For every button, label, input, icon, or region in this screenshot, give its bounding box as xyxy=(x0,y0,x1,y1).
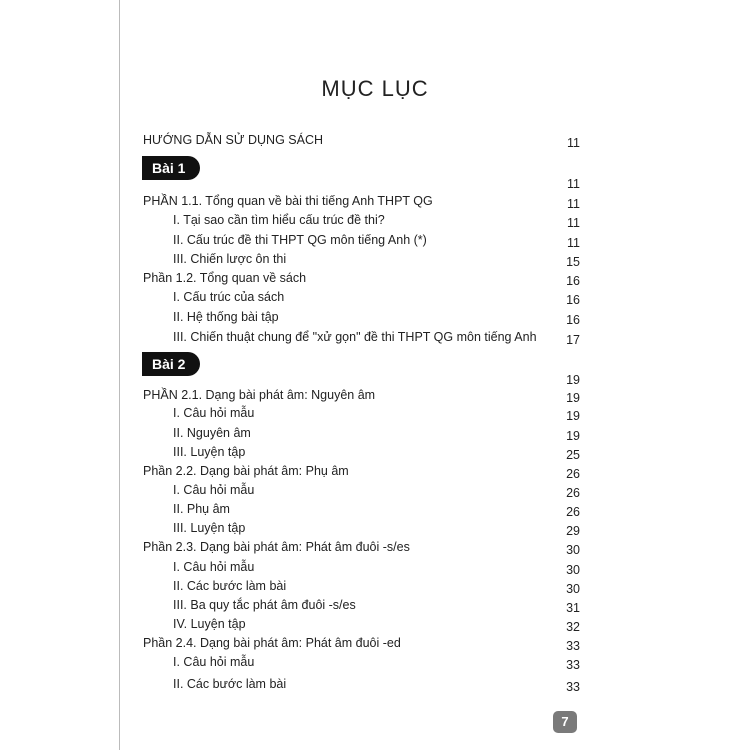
toc-entry-page: 25 xyxy=(566,448,580,462)
toc-entry-page: 30 xyxy=(566,563,580,577)
toc-entry: I. Câu hỏi mẫu xyxy=(173,655,255,669)
page-title: MỤC LỤC xyxy=(321,76,429,101)
toc-entry-page: 19 xyxy=(566,391,580,405)
toc-entry: II. Các bước làm bài xyxy=(173,677,287,691)
toc-entry-page: 15 xyxy=(566,255,580,269)
toc-entry-page: 19 xyxy=(566,429,580,443)
toc-entry-page: 16 xyxy=(566,274,580,288)
toc-entry: III. Chiến thuật chung để "xử gọn" đề thi THPT QG môn tiếng Anh xyxy=(173,330,537,344)
toc-entry-page: 32 xyxy=(566,620,580,634)
toc-entry: I. Tại sao cần tìm hiểu cấu trúc đề thi? xyxy=(173,213,385,227)
toc-entry: Phần 1.2. Tổng quan về sách xyxy=(143,271,307,285)
toc-entry-page: 19 xyxy=(566,409,580,423)
toc-entry-page: 11 xyxy=(567,236,580,250)
page-edge-divider xyxy=(119,0,120,750)
toc-entry: II. Cấu trúc đề thi THPT QG môn tiếng Anh (*) xyxy=(173,233,427,247)
toc-entry: PHẦN 1.1. Tổng quan về bài thi tiếng Anh THPT QG xyxy=(143,194,433,208)
toc-entry: IV. Luyện tập xyxy=(173,617,246,631)
toc-entry: PHẦN 2.1. Dạng bài phát âm: Nguyên âm xyxy=(143,388,376,402)
toc-entry: III. Luyện tập xyxy=(173,445,246,459)
toc-entry: II. Các bước làm bài xyxy=(173,579,287,593)
toc-entry: III. Ba quy tắc phát âm đuôi -s/es xyxy=(173,598,356,612)
toc-entry: III. Luyện tập xyxy=(173,521,246,535)
toc-entry: III. Chiến lược ôn thi xyxy=(173,252,287,266)
toc-entry-page: 11 xyxy=(567,216,580,230)
section-badge-1: Bài 1 xyxy=(142,156,200,180)
toc-entry-page: 16 xyxy=(566,313,580,327)
toc-entry-page: 26 xyxy=(566,505,580,519)
toc-entry-page: 33 xyxy=(566,680,580,694)
toc-entry: I. Câu hỏi mẫu xyxy=(173,483,255,497)
toc-entry: II. Hệ thống bài tập xyxy=(173,310,279,324)
section-badge-2: Bài 2 xyxy=(142,352,200,376)
toc-entry-page: 16 xyxy=(566,293,580,307)
toc-entry-page: 31 xyxy=(566,601,580,615)
toc-guide-label: HƯỚNG DẪN SỬ DỤNG SÁCH xyxy=(143,133,323,147)
toc-entry: II. Nguyên âm xyxy=(173,426,251,440)
toc-entry-page: 33 xyxy=(566,658,580,672)
section-1-page: 11 xyxy=(567,177,580,191)
toc-entry-page: 29 xyxy=(566,524,580,538)
toc-entry: I. Câu hỏi mẫu xyxy=(173,560,255,574)
toc-entry: II. Phụ âm xyxy=(173,502,230,516)
section-2-page: 19 xyxy=(566,373,580,387)
toc-entry-page: 33 xyxy=(566,639,580,653)
toc-entry: I. Câu hỏi mẫu xyxy=(173,406,255,420)
toc-entry-page: 11 xyxy=(567,197,580,211)
toc-entry: I. Cấu trúc của sách xyxy=(173,290,285,304)
toc-entry: Phần 2.3. Dạng bài phát âm: Phát âm đuôi -s/es xyxy=(143,540,410,554)
toc-entry-page: 30 xyxy=(566,582,580,596)
toc-entry-page: 30 xyxy=(566,543,580,557)
toc-entry: Phần 2.2. Dạng bài phát âm: Phụ âm xyxy=(143,464,349,478)
toc-entry: Phần 2.4. Dạng bài phát âm: Phát âm đuôi -ed xyxy=(143,636,401,650)
toc-entry-page: 26 xyxy=(566,467,580,481)
toc-entry-page: 17 xyxy=(566,333,580,347)
page-number: 7 xyxy=(553,711,577,733)
toc-entry-page: 26 xyxy=(566,486,580,500)
toc-guide-page: 11 xyxy=(567,136,580,150)
